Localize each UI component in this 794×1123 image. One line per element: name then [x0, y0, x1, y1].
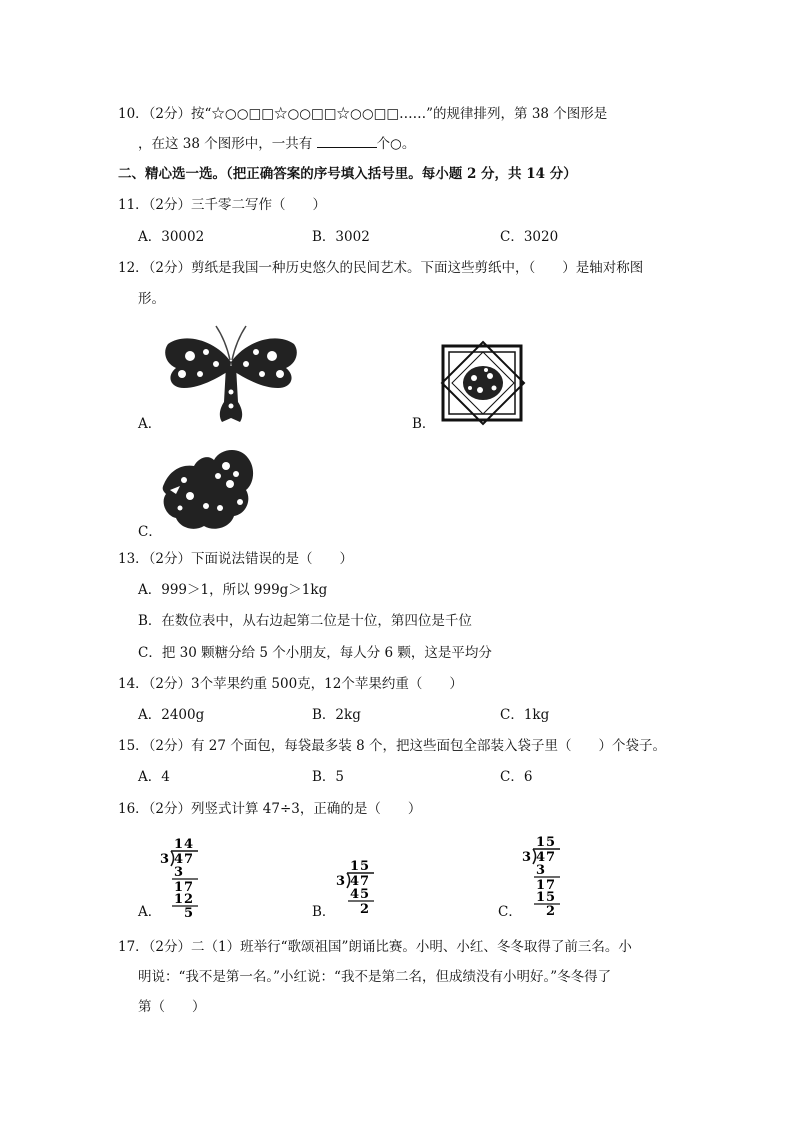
q13-option-a[interactable]: A．999＞1，所以 999g＞1kg	[138, 582, 328, 598]
q16-option-a[interactable]: A．	[138, 904, 162, 920]
division-a-quotient: 14	[174, 837, 195, 852]
division-c-quotient: 15	[536, 835, 557, 850]
q16-stem: 16．（2分）列竖式计算 47÷3，正确的是（ ）	[118, 801, 422, 817]
division-c-step1: 3	[536, 863, 547, 878]
q11-option-b[interactable]: B．3002	[312, 229, 370, 245]
q12-stem-line1: 12．（2分）剪纸是我国一种历史悠久的民间艺术。下面这些剪纸中，（ ）是轴对称图	[118, 260, 644, 276]
q16-option-b[interactable]: B．	[312, 904, 336, 920]
q13-stem: 13．（2分）下面说法错误的是（ ）	[118, 551, 354, 567]
division-b-dividend: 47	[350, 874, 371, 889]
q12-option-c[interactable]: C．	[138, 524, 162, 540]
division-c-step2: 17	[536, 878, 557, 893]
division-a-dividend: 47	[174, 852, 195, 867]
q17-line1: 17．（2分）二（1）班举行“歌颂祖国”朗诵比赛。小明、小红、冬冬取得了前三名。小	[118, 939, 632, 955]
q14-option-b[interactable]: B．2kg	[312, 707, 361, 723]
flower-bird-papercut-image	[160, 444, 258, 534]
q11-stem: 11．（2分）三千零二写作（ ）	[118, 197, 327, 213]
q12-stem-line2: 形。	[138, 291, 165, 307]
division-c-divisor: 3	[522, 850, 533, 865]
division-a-step2: 17	[174, 880, 195, 895]
q15-option-a[interactable]: A．4	[138, 769, 170, 785]
division-a-step3: 12	[174, 892, 195, 907]
q11-option-a[interactable]: A．30002	[138, 229, 205, 245]
q10-answer-blank[interactable]	[317, 135, 377, 148]
q10-line1: 10．（2分）按“☆○○□□☆○○□□☆○○□□……”的规律排列，第 38 个图形是	[118, 106, 608, 122]
q15-option-b[interactable]: B．5	[312, 769, 345, 785]
division-a-remainder: 5	[184, 906, 195, 918]
division-b-quotient: 15	[350, 859, 371, 874]
division-b-step1: 45	[350, 887, 371, 902]
q14-option-a[interactable]: A．2400g	[138, 707, 205, 723]
q14-stem: 14．（2分）3个苹果约重 500克，12个苹果约重（ ）	[118, 676, 463, 692]
q11-option-c[interactable]: C．3020	[500, 229, 559, 245]
square-papercut-image	[440, 340, 526, 426]
q14-option-c[interactable]: C．1kg	[500, 707, 550, 723]
division-c-figure	[520, 834, 570, 916]
q12-option-a[interactable]: A．	[138, 416, 162, 432]
q17-line2: 明说：“我不是第一名。”小红说：“我不是第二名，但成绩没有小明好。”冬冬得了	[138, 969, 612, 985]
q15-stem: 15．（2分）有 27 个面包，每袋最多装 8 个，把这些面包全部装入袋子里（ ）个袋子。	[118, 738, 666, 754]
q16-option-c[interactable]: C．	[498, 904, 522, 920]
division-c-step3: 15	[536, 890, 557, 905]
division-c-remainder: 2	[546, 904, 557, 916]
q17-line3: 第（ ）	[138, 999, 206, 1015]
division-b-divisor: 3	[336, 874, 347, 889]
q13-option-b[interactable]: B．在数位表中，从右边起第二位是十位，第四位是千位	[138, 613, 472, 629]
q10-line2-text-b: 个○。	[376, 136, 416, 152]
division-c-dividend: 47	[536, 850, 557, 865]
q15-option-c[interactable]: C．6	[500, 769, 533, 785]
division-b-figure	[334, 858, 384, 916]
division-a-step1: 3	[174, 865, 185, 880]
section2-heading: 二、精心选一选。（把正确答案的序号填入括号里。每小题 2 分，共 14 分）	[118, 166, 577, 182]
division-a-divisor: 3	[160, 852, 171, 867]
q12-option-b[interactable]: B．	[412, 416, 436, 432]
butterfly-papercut-image	[160, 322, 302, 426]
q10-line2-text-a: ，在这 38 个图形中，一共有	[138, 136, 313, 152]
division-b-remainder: 2	[360, 902, 371, 916]
q10-line2	[138, 135, 415, 153]
division-a-figure	[158, 836, 208, 918]
q13-option-c[interactable]: C．把 30 颗糖分给 5 个小朋友，每人分 6 颗，这是平均分	[138, 645, 492, 661]
